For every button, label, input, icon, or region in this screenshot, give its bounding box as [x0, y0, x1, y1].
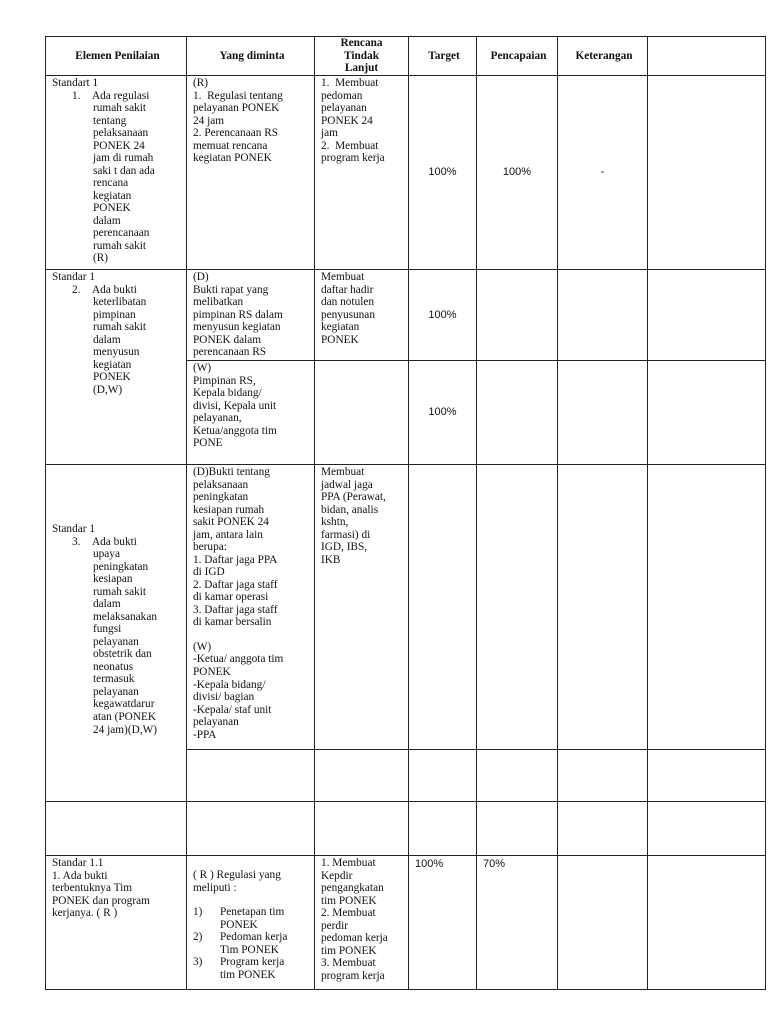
diminta-cell — [187, 750, 315, 802]
rtl-cell: 1. Membuat pedoman pelayanan PONEK 24 jam 2. Membuat program kerja — [315, 76, 409, 270]
blank-cell — [648, 270, 766, 361]
table-row-standar-1-2-d — [46, 270, 766, 361]
blank-cell — [648, 465, 766, 750]
header-blank — [648, 37, 766, 76]
target-value: 100% — [409, 76, 477, 270]
blank-cell — [648, 750, 766, 802]
keterangan-cell — [558, 802, 648, 856]
keterangan-cell — [558, 750, 648, 802]
keterangan-cell — [558, 856, 648, 990]
header-yang-diminta: Yang diminta — [187, 37, 315, 76]
elemen-cell — [46, 802, 187, 856]
rtl-cell — [315, 750, 409, 802]
header-pencapaian: Pencapaian — [477, 37, 558, 76]
blank-cell — [648, 361, 766, 465]
pencapaian-cell — [477, 802, 558, 856]
table-row-standar-1-1-1 — [46, 856, 766, 990]
diminta-cell — [187, 802, 315, 856]
diminta-cell: ( R ) Regulasi yang meliputi : 1) Penetapan tim PONEK 2) Pedoman kerja Tim PONEK 3) Program kerja tim PONEK — [187, 856, 315, 990]
blank-cell — [648, 802, 766, 856]
pencapaian-cell — [477, 465, 558, 750]
pencapaian-value: 100% — [477, 76, 558, 270]
target-cell — [409, 802, 477, 856]
header-row — [46, 37, 766, 76]
diminta-cell: (D)Bukti tentang pelaksanaan peningkatan kesiapan rumah sakit PONEK 24 jam, antara lain berupa: 1. Daftar jaga PPA di IGD 2. Daftar jaga staff di kamar operasi 3. Daftar jaga staff di kamar bersalin (W) -Ketua/ anggota tim PONEK -Kepala bidang/ divisi/ bagian -Kepala/ staf unit pelayanan -PPA — [187, 465, 315, 750]
rtl-cell: 1. Membuat Kepdir pengangkatan tim PONEK 2. Membuat perdir pedoman kerja tim PONEK 3. Membuat program kerja — [315, 856, 409, 990]
diminta-cell: (R) 1. Regulasi tentang pelayanan PONEK 24 jam 2. Perencanaan RS memuat rencana kegiatan PONEK — [187, 76, 315, 270]
keterangan-cell — [558, 361, 648, 465]
target-value: 100% — [409, 270, 477, 361]
blank-cell — [648, 76, 766, 270]
target-value: 100% — [409, 361, 477, 465]
pencapaian-cell — [477, 750, 558, 802]
target-cell — [409, 465, 477, 750]
pencapaian-cell — [477, 361, 558, 465]
table-row-standar-1-1 — [46, 76, 766, 270]
header-elemen: Elemen Penilaian — [46, 37, 187, 76]
elemen-cell: Standar 1.1 1. Ada bukti terbentuknya Tim PONEK dan program kerjanya. ( R ) — [46, 856, 187, 990]
header-rencana-tindak-lanjut: Rencana Tindak Lanjut — [315, 37, 409, 76]
table-row-standar-1-3 — [46, 465, 766, 750]
keterangan-value: - — [558, 76, 648, 270]
rtl-cell: Membuat jadwal jaga PPA (Perawat, bidan, analis kshtn, farmasi) di IGD, IBS, IKB — [315, 465, 409, 750]
target-value: 100% — [409, 856, 477, 990]
blank-cell — [648, 856, 766, 990]
pencapaian-value: 70% — [477, 856, 558, 990]
assessment-table — [45, 36, 766, 990]
rtl-cell — [315, 802, 409, 856]
header-keterangan: Keterangan — [558, 37, 648, 76]
header-target: Target — [409, 37, 477, 76]
rtl-cell: Membuat daftar hadir dan notulen penyusunan kegiatan PONEK — [315, 270, 409, 361]
table-row-empty — [46, 802, 766, 856]
diminta-d-cell: (D) Bukti rapat yang melibatkan pimpinan RS dalam menyusun kegiatan PONEK dalam perencanaan RS — [187, 270, 315, 361]
pencapaian-cell — [477, 270, 558, 361]
diminta-w-cell: (W) Pimpinan RS, Kepala bidang/ divisi, Kepala unit pelayanan, Ketua/anggota tim PONE — [187, 361, 315, 465]
elemen-cell: Standar 1 2. Ada bukti keterlibatan pimpinan rumah sakit dalam menyusun kegiatan PONEK (D,W) — [46, 270, 187, 465]
keterangan-cell — [558, 270, 648, 361]
elemen-cell: Standart 1 1. Ada regulasi rumah sakit tentang pelaksanaan PONEK 24 jam di rumah saki t dan ada rencana kegiatan PONEK dalam perencanaan rumah sakit (R) — [46, 76, 187, 270]
elemen-cell: Standar 1 3. Ada bukti upaya peningkatan kesiapan rumah sakit dalam melaksanakan fungsi pelayanan obstetrik dan neonatus termasuk pelayanan kegawatdarur atan (PONEK 24 jam)(D,W) — [46, 465, 187, 802]
keterangan-cell — [558, 465, 648, 750]
rtl-cell — [315, 361, 409, 465]
target-cell — [409, 750, 477, 802]
